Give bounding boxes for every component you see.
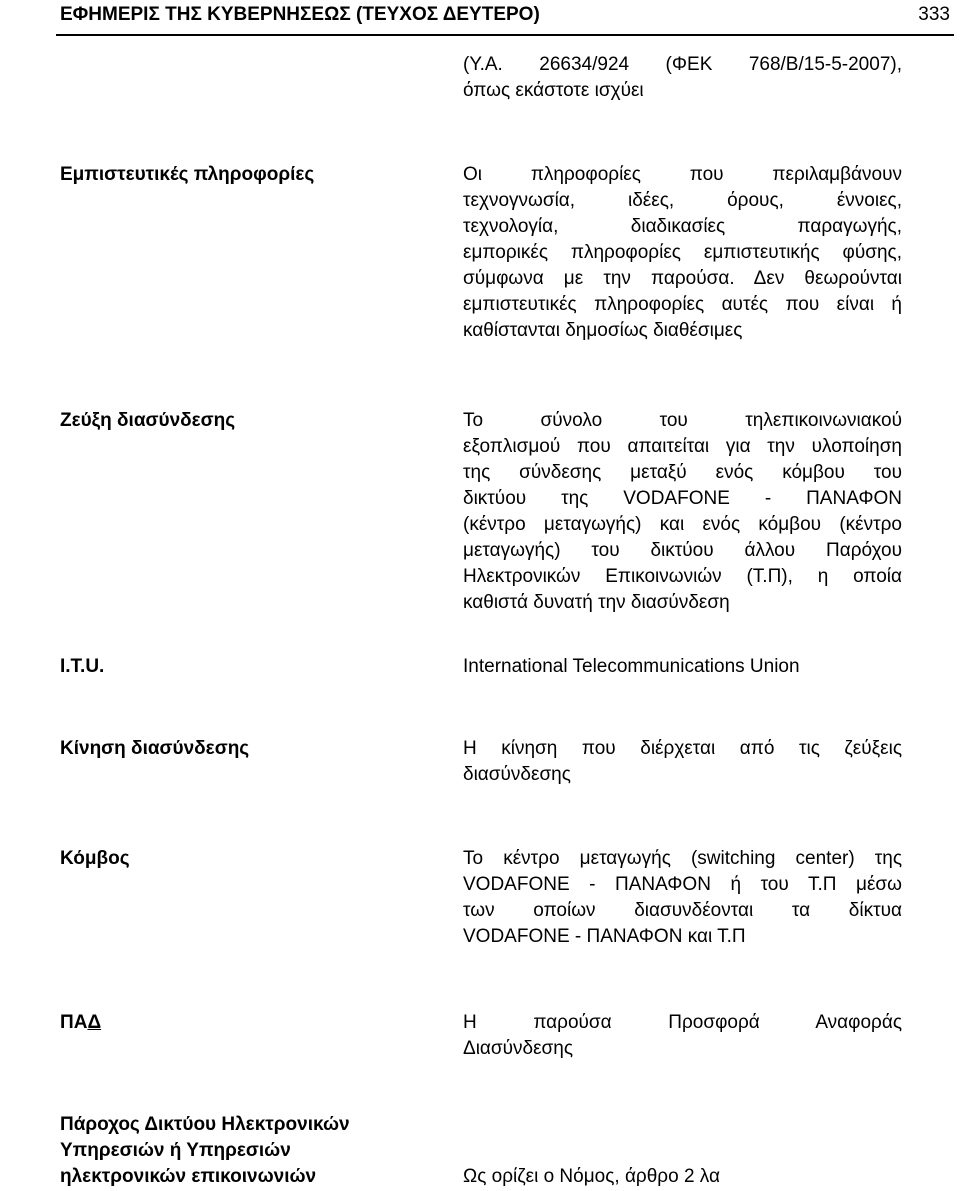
definition-line: της σύνδεσης μεταξύ ενός κόμβου του [463,462,902,483]
definition-line: Το σύνολο του τηλεπικοινωνιακού [463,410,902,431]
definition-line: Το κέντρο μεταγωγής (switching center) της [463,848,902,869]
definition-line: των οποίων διασυνδέονται τα δίκτυα [463,900,902,921]
definition-interconnection-traffic [463,736,902,788]
term-provider-line: ηλεκτρονικών επικοινωνιών [60,1166,317,1187]
definition-line: εξοπλισμού που απαιτείται για την υλοποίηση [463,436,902,457]
definition-line: εμπορικές πληροφορίες εμπιστευτικής φύσης, [463,242,902,263]
term-provider-line: Υπηρεσιών ή Υπηρεσιών [60,1140,291,1161]
continuation-line: (Υ.Α. 26634/924 (ΦΕΚ 768/Β/15-5-2007), [463,54,902,75]
definition-line: Ως ορίζει ο Νόμος, άρθρο 2 λα [463,1166,721,1187]
definition-line: τεχνολογία, διαδικασίες παραγωγής, [463,216,902,237]
definition-provider [463,1164,902,1190]
term-node: Κόμβος [60,848,130,869]
definition-line: Διασύνδεσης [463,1038,574,1059]
definition-node [463,846,902,950]
term-pad-underlined-part: Δ [87,1012,102,1033]
gazette-title: ΕΦΗΜΕΡΙΣ ΤΗΣ ΚΥΒΕΡΝΗΣΕΩΣ (ΤΕΥΧΟΣ ΔΕΥΤΕΡΟ) [60,4,540,25]
term-provider-line: Πάροχος Δικτύου Ηλεκτρονικών [60,1114,350,1135]
definition-line: εμπιστευτικές πληροφορίες αυτές που είναι ή [463,294,902,315]
term-confidential-information: Εμπιστευτικές πληροφορίες [60,164,315,185]
header-divider [56,34,954,36]
definition-confidential-information [463,162,902,344]
term-interconnection-link: Ζεύξη διασύνδεσης [60,410,236,431]
definition-line: τεχνογνωσία, ιδέες, όρους, έννοιες, [463,190,902,211]
term-pad-part: ΠΑ [60,1012,88,1033]
definition-line: Οι πληροφορίες που περιλαμβάνουν [463,164,902,185]
term-interconnection-traffic: Κίνηση διασύνδεσης [60,738,250,759]
term-provider [60,1112,440,1190]
definition-line: σύμφωνα με την παρούσα. Δεν θεωρούνται [463,268,902,289]
continuation-text [463,52,902,104]
definition-line: Η παρούσα Προσφορά Αναφοράς [463,1012,902,1033]
term-itu: I.T.U. [60,656,105,677]
definition-line: καθιστά δυνατή την διασύνδεση [463,592,730,613]
definition-line: International Telecommunications Union [463,656,800,677]
definition-line: VODAFONE - ΠΑΝΑΦΟΝ και Τ.Π [463,926,746,947]
definition-line: (κέντρο μεταγωγής) και ενός κόμβου (κέντρο [463,514,902,535]
definition-line: μεταγωγής) του δικτύου άλλου Παρόχου [463,540,902,561]
definition-line: δικτύου της VODAFONE - ΠΑΝΑΦΟΝ [463,488,902,509]
page-header [0,0,960,32]
page-number: 333 [918,4,950,25]
definition-itu [463,654,902,680]
definition-line: διασύνδεσης [463,764,571,785]
definition-line: καθίστανται δημοσίως διαθέσιμες [463,320,743,341]
continuation-line: όπως εκάστοτε ισχύει [463,80,644,101]
definition-line: Ηλεκτρονικών Επικοινωνιών (Τ.Π), η οποία [463,566,902,587]
definition-pad [463,1010,902,1062]
definition-line: Η κίνηση που διέρχεται από τις ζεύξεις [463,738,902,759]
definition-line: VODAFONE - ΠΑΝΑΦΟΝ ή του Τ.Π μέσω [463,874,902,895]
definition-interconnection-link [463,408,902,616]
term-pad [60,1010,440,1036]
